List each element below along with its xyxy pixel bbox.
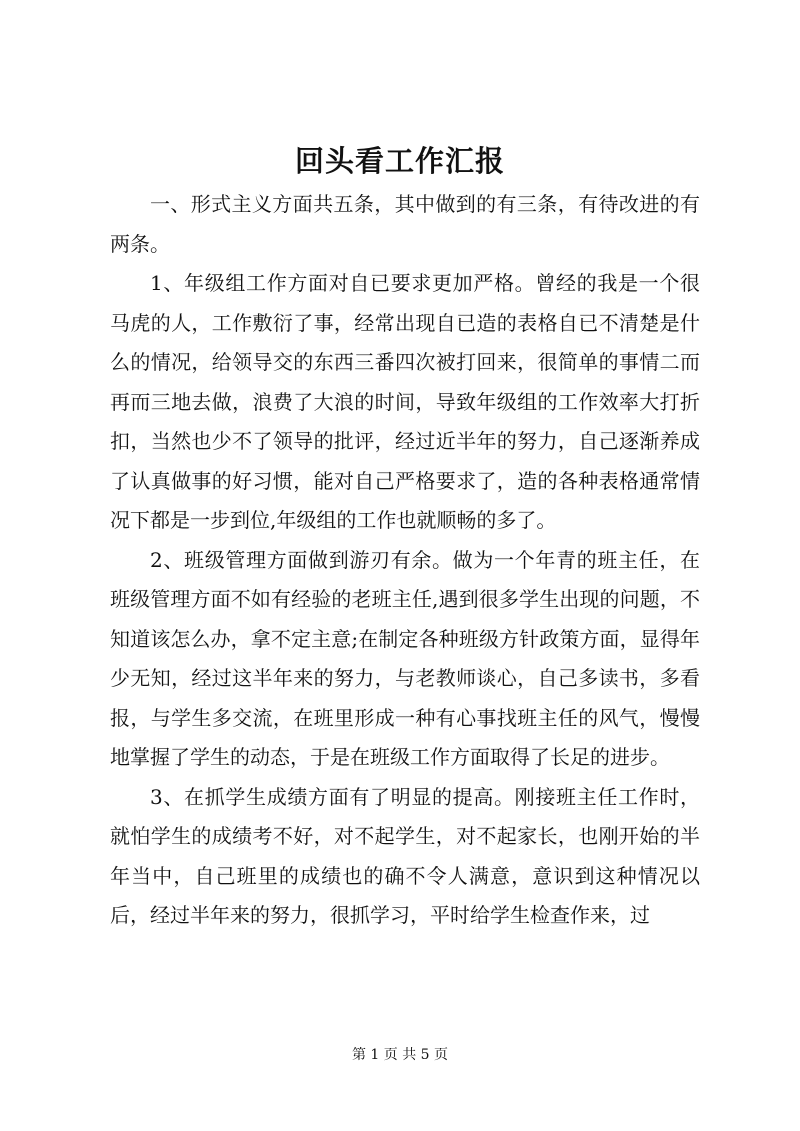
paragraph-grade-group: 1、年级组工作方面对自已要求更加严格。曾经的我是一个很马虎的人，工作敷衍了事，经常出现自已造的表格自已不清楚是什么的情况，给领导交的东西三番四次被打回来，很简单的事情二而再而三地去做，浪费了大浪的时间，导致年级组的工作效率大打折扣，当然也少不了领导的批评，经过近半年的努力，自己逐渐养成了认真做事的好习惯，能对自己严格要求了，造的各种表格通常情况下都是一步到位,年级组的工作也就顺畅的多了。 bbox=[110, 271, 700, 532]
paragraph-intro: 一、形式主义方面共五条，其中做到的有三条，有待改进的有两条。 bbox=[110, 192, 700, 256]
paragraph-class-management: 2、班级管理方面做到游刃有余。做为一个年青的班主任，在班级管理方面不如有经验的老班主任,遇到很多学生出现的问题，不知道该怎么办，拿不定主意;在制定各种班级方针政策方面，显得年少无知，经过这半年来的努力，与老教师谈心，自己多读书，多看报，与学生多交流，在班里形成一种有心事找班主任的风气，慢慢地掌握了学生的动态，于是在班级工作方面取得了长足的进步。 bbox=[110, 547, 700, 769]
page-number-footer: 第 1 页 共 5 页 bbox=[351, 1047, 449, 1063]
document-body bbox=[110, 185, 700, 936]
document-title: 回头看工作汇报 bbox=[294, 144, 505, 178]
paragraph-student-grades: 3、在抓学生成绩方面有了明显的提高。刚接班主任工作时，就怕学生的成绩考不好，对不起学生，对不起家长，也刚开始的半年当中，自己班里的成绩也的确不令人满意，意识到这种情况以后，经过半年来的努力，很抓学习，平时给学生检查作来，过 bbox=[110, 784, 700, 927]
